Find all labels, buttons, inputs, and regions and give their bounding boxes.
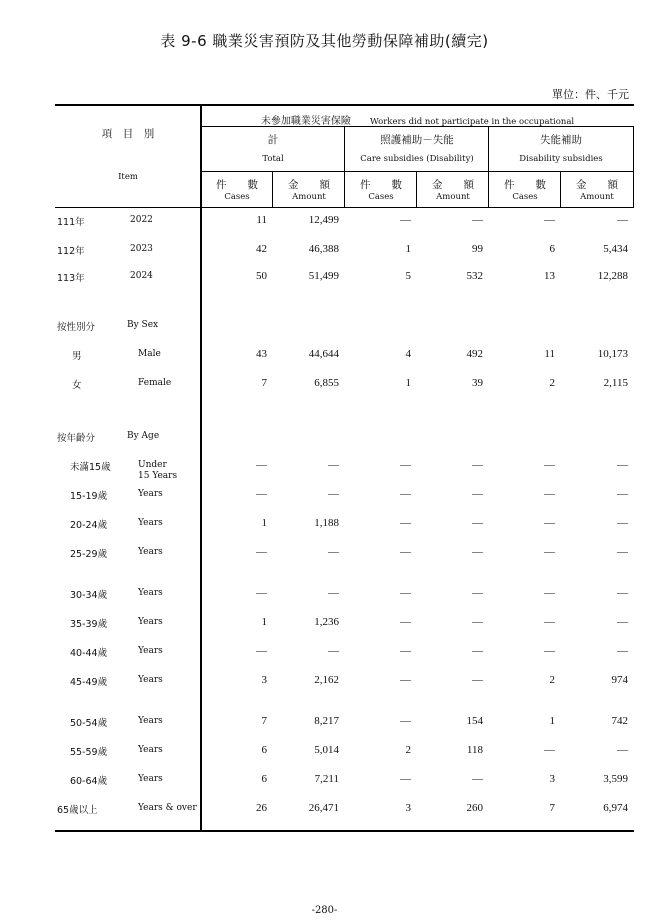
cell: 11 [544, 348, 555, 360]
cell: 6 [261, 744, 267, 756]
cell: — [544, 459, 555, 471]
cell: — [617, 459, 628, 471]
cell: — [256, 645, 267, 657]
cases-header-zh: 件 數 [216, 179, 258, 191]
cell: 260 [466, 802, 483, 814]
amount-header-zh: 金 額 [288, 179, 330, 191]
cell: — [544, 214, 555, 226]
cell: — [400, 214, 411, 226]
cell: 2 [405, 744, 411, 756]
row-label-en: Years [138, 745, 163, 755]
cell: 1 [261, 616, 267, 628]
cell: — [256, 459, 267, 471]
cell: — [544, 645, 555, 657]
row-label-en: Years [138, 547, 163, 557]
cell: 154 [466, 715, 483, 727]
cell: — [472, 517, 483, 529]
cell: 3 [261, 674, 267, 686]
amount-header-zh: 金 額 [432, 179, 474, 191]
amount-header-zh: 金 額 [576, 179, 618, 191]
cell: — [256, 587, 267, 599]
cell: — [256, 488, 267, 500]
cell: 7 [549, 802, 555, 814]
row-label-zh: 65歲以上 [57, 805, 98, 816]
cell: 1 [261, 517, 267, 529]
cell: 1 [549, 715, 555, 727]
amount-header-en: Amount [580, 192, 614, 202]
group-header [201, 109, 634, 128]
row-label-en: Male [138, 349, 161, 359]
cell: 7,211 [314, 773, 339, 785]
cell: 26 [256, 802, 267, 814]
cell: 3 [405, 802, 411, 814]
cell: — [472, 546, 483, 558]
cell: 6 [549, 243, 555, 255]
cell: — [617, 546, 628, 558]
cell: 12,288 [597, 270, 628, 282]
cell: — [400, 459, 411, 471]
cell: 5,014 [314, 744, 339, 756]
cell: — [400, 773, 411, 785]
cases-header-zh: 件 數 [504, 179, 546, 191]
section-label-zh: 按年齡分 [57, 433, 96, 444]
cell: — [544, 546, 555, 558]
cell: — [544, 616, 555, 628]
col-divider-3 [633, 126, 634, 207]
row-label-en: Years [138, 646, 163, 656]
cases-header-en: Cases [512, 192, 538, 202]
item-column-divider [200, 104, 202, 832]
cell: 3,599 [603, 773, 628, 785]
cell: 492 [466, 348, 483, 360]
cell: — [472, 674, 483, 686]
cell: 44,644 [308, 348, 339, 360]
cell: 5 [405, 270, 411, 282]
cell: — [617, 517, 628, 529]
group-header-en: Workers did not participate in the occupational [369, 117, 575, 127]
cell: 11 [256, 214, 267, 226]
page-title: 表 9-6 職業災害預防及其他勞動保障補助(續完) [160, 32, 489, 50]
cell: — [328, 488, 339, 500]
cell: 1,188 [314, 517, 339, 529]
cell: 26,471 [308, 802, 339, 814]
cell: — [472, 459, 483, 471]
row-label-zh: 45-49歲 [70, 677, 108, 688]
cell: 12,499 [308, 214, 339, 226]
cell: 13 [544, 270, 555, 282]
row-label-en: Years [138, 588, 163, 598]
item-header-en: Item [118, 172, 138, 182]
cases-header-en: Cases [224, 192, 250, 202]
row-label-zh: 20-24歲 [70, 520, 108, 531]
row-label-zh: 60-64歲 [70, 776, 108, 787]
cell: 46,388 [308, 243, 339, 255]
total-header-en: Total [262, 154, 284, 164]
care-header-en: Care subsidies (Disability) [360, 154, 474, 164]
cell: 7 [261, 377, 267, 389]
header-bottom-rule [55, 207, 634, 208]
cell: 2,162 [314, 674, 339, 686]
row-label-zh: 15-19歲 [70, 491, 108, 502]
cell: — [400, 674, 411, 686]
cell: 6,974 [603, 802, 628, 814]
cell: — [544, 744, 555, 756]
cell: 39 [472, 377, 483, 389]
cell: 7 [261, 715, 267, 727]
cell: — [328, 459, 339, 471]
row-label-zh: 35-39歲 [70, 619, 108, 630]
cell: 118 [466, 744, 483, 756]
cell: 10,173 [597, 348, 628, 360]
row-label-en: Years [138, 518, 163, 528]
cell: 42 [256, 243, 267, 255]
amount-header-en: Amount [436, 192, 470, 202]
cell: 6,855 [314, 377, 339, 389]
page-number: -280- [311, 905, 338, 916]
row-label-en: Years [138, 716, 163, 726]
group-header-zh: 未參加職業災害保險 [260, 116, 351, 127]
header-rule-2 [201, 171, 634, 172]
cell: 532 [466, 270, 483, 282]
dis-header-zh: 失能補助 [540, 134, 582, 146]
cell: — [544, 517, 555, 529]
item-header-zh: 項 目 別 [101, 128, 155, 140]
row-label-zh: 112年 [57, 246, 85, 257]
cases-header-en: Cases [368, 192, 394, 202]
cell: 1 [405, 377, 411, 389]
cell: 6 [261, 773, 267, 785]
cell: 50 [256, 270, 267, 282]
cell: — [472, 214, 483, 226]
cell: — [617, 214, 628, 226]
cell: — [400, 488, 411, 500]
row-label-en: Years [138, 774, 163, 784]
row-label-zh: 30-34歲 [70, 590, 108, 601]
cell: — [617, 744, 628, 756]
cell: — [400, 715, 411, 727]
cases-header-zh: 件 數 [360, 179, 402, 191]
row-label-en: 2023 [130, 244, 153, 254]
row-label-zh: 50-54歲 [70, 718, 108, 729]
section-label-zh: 按性別分 [57, 322, 96, 333]
cell: 1 [405, 243, 411, 255]
cell: 2 [549, 377, 555, 389]
cell: — [617, 587, 628, 599]
cell: — [472, 773, 483, 785]
cell: — [400, 587, 411, 599]
row-label-en: Years [138, 617, 163, 627]
cell: 43 [256, 348, 267, 360]
row-label-zh: 未滿15歲 [70, 462, 111, 473]
cell: — [617, 488, 628, 500]
table-top-rule [55, 104, 634, 106]
row-label-zh: 25-29歲 [70, 549, 108, 560]
cell: — [400, 645, 411, 657]
section-label-en: By Sex [127, 320, 159, 330]
cell: — [544, 587, 555, 599]
data-table [55, 104, 634, 832]
row-label-zh: 111年 [57, 217, 85, 228]
cell: 3 [549, 773, 555, 785]
cell: — [400, 616, 411, 628]
cell: — [472, 587, 483, 599]
dis-header-en: Disability subsidies [519, 154, 603, 164]
cell: 5,434 [603, 243, 628, 255]
cell: — [544, 488, 555, 500]
row-label-en-2: 15 Years [138, 471, 178, 481]
row-label-zh: 男 [72, 351, 82, 362]
row-label-en: Years [138, 489, 163, 499]
table-bottom-rule [55, 830, 634, 832]
cell: — [400, 517, 411, 529]
total-header-zh: 計 [267, 134, 279, 146]
row-label-en: Female [138, 378, 172, 388]
cell: 1,236 [314, 616, 339, 628]
unit-label: 單位：件、千元 [552, 88, 629, 101]
row-label-zh: 55-59歲 [70, 747, 108, 758]
cell: — [256, 546, 267, 558]
care-header-zh: 照護補助－失能 [380, 134, 454, 146]
cell: 742 [611, 715, 628, 727]
cell: — [617, 616, 628, 628]
cell: 99 [472, 243, 483, 255]
cell: — [328, 645, 339, 657]
row-label-en: Years [138, 675, 163, 685]
cell: — [400, 546, 411, 558]
cell: 2 [549, 674, 555, 686]
row-label-zh: 113年 [57, 273, 85, 284]
row-label-en: Under [138, 460, 167, 470]
cell: 4 [405, 348, 411, 360]
cell: — [328, 546, 339, 558]
cell: 51,499 [308, 270, 339, 282]
amount-header-en: Amount [292, 192, 326, 202]
cell: — [472, 645, 483, 657]
cell: — [472, 616, 483, 628]
section-label-en: By Age [127, 431, 160, 441]
cell: — [472, 488, 483, 500]
cell: 974 [611, 674, 628, 686]
row-label-zh: 女 [72, 380, 82, 391]
cell: 2,115 [603, 377, 628, 389]
cell: — [617, 645, 628, 657]
row-label-en: 2022 [130, 215, 153, 225]
cell: — [328, 587, 339, 599]
row-label-en: 2024 [130, 271, 153, 281]
cell: 8,217 [314, 715, 339, 727]
row-label-zh: 40-44歲 [70, 648, 108, 659]
row-label-en: Years & over [138, 803, 197, 813]
